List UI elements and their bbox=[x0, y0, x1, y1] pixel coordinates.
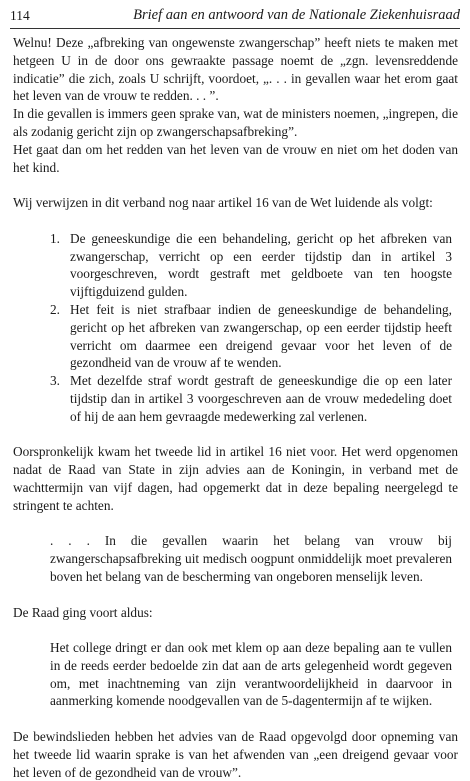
page-body bbox=[13, 34, 458, 781]
block-quote: . . . In die gevallen waarin het belang van vrouw bij zwangerschapsafbreking uit medisch oogpunt onmiddelijk moet prevaleren boven het belang van de bescherming van ongeboren menselijk leven. bbox=[50, 533, 452, 584]
paragraph: Welnu! Deze „afbreking van ongewenste zwangerschap” heeft niets te maken met hetgeen U in de door ons gewraakte passage noemt de „zgn. levensreddende indicatie” die zich, zoals U schrijft, voordoet, „. . . in gevallen waar het erom gaat het leven van de vrouw te redden. . . ”. bbox=[13, 35, 458, 104]
block-quote: Het college dringt er dan ook met klem op aan deze bepaling aan te vullen in de reeds eerder bedoelde zin dat aan de arts gelegenheid wordt gegeven om, met inachtneming van zijn verantwoordelijkheid in daarvoor in aanmerking komende noodgevallen van de 5-dagentermijn af te wijken. bbox=[50, 640, 452, 709]
page-header bbox=[10, 6, 460, 29]
paragraph: De Raad ging voort aldus: bbox=[13, 604, 153, 620]
list-item-number: 3. bbox=[50, 373, 60, 389]
paragraph: Het gaat dan om het redden van het leven van de vrouw en niet om het doden van het kind. bbox=[13, 141, 458, 175]
paragraph: In die gevallen is immers geen sprake van, wat de ministers noemen, „ingrepen, die als zodanig gericht zijn op zwangerschapsafbreking”. bbox=[13, 106, 458, 139]
list-item-text: De geneeskundige die een behandeling, gericht op het afbreken van zwangerschap, verricht op een eerder tijdstip dan in artikel 3 voorgeschreven, wordt gestraft met geldboete van ten hoogste vijftigduizend gulden. bbox=[70, 230, 452, 300]
running-title: Brief aan en antwoord van de Nationale Ziekenhuisraad bbox=[133, 7, 460, 23]
list-item-number: 1. bbox=[50, 230, 60, 246]
paragraph: Oorspronkelijk kwam het tweede lid in artikel 16 niet voor. Het werd opgenomen nadat de Raad van State in zijn advies aan de Koningin, in verband met de wachttermijn van vijf dagen, had opgemerkt dat in deze bepaling neergelegd te stringent te achten. bbox=[13, 444, 458, 513]
list-item-number: 2. bbox=[50, 301, 60, 317]
list-item-text: Het feit is niet strafbaar indien de geneeskundige de behandeling, gericht op het afbreken van zwangerschap, op een eerder tijdstip heeft verricht om daarmee een dreigend gevaar voor het leven of de gezondheid van de vrouw af te wenden. bbox=[70, 301, 452, 371]
list-item bbox=[50, 372, 452, 425]
list-item-text: Met dezelfde straf wordt gestraft de geneeskundige die op een later tijdstip dan in artikel 3 voorgeschreven aan de vrouw mededeling doet of hij de aan hem gevraagde medewerking zal verlenen. bbox=[70, 373, 452, 424]
paragraph: Wij verwijzen in dit verband nog naar artikel 16 van de Wet luidende als volgt: bbox=[13, 195, 433, 211]
paragraph: De bewindslieden hebben het advies van de Raad opgevolgd door opneming van het tweede lid waarin sprake is van het afwenden van „een dreigend gevaar voor het leven of de gezondheid van de vrouw”. bbox=[13, 729, 458, 780]
page-number: 114 bbox=[10, 8, 30, 23]
list-item bbox=[50, 230, 452, 301]
article-16-list bbox=[13, 230, 458, 426]
list-item bbox=[50, 301, 452, 372]
